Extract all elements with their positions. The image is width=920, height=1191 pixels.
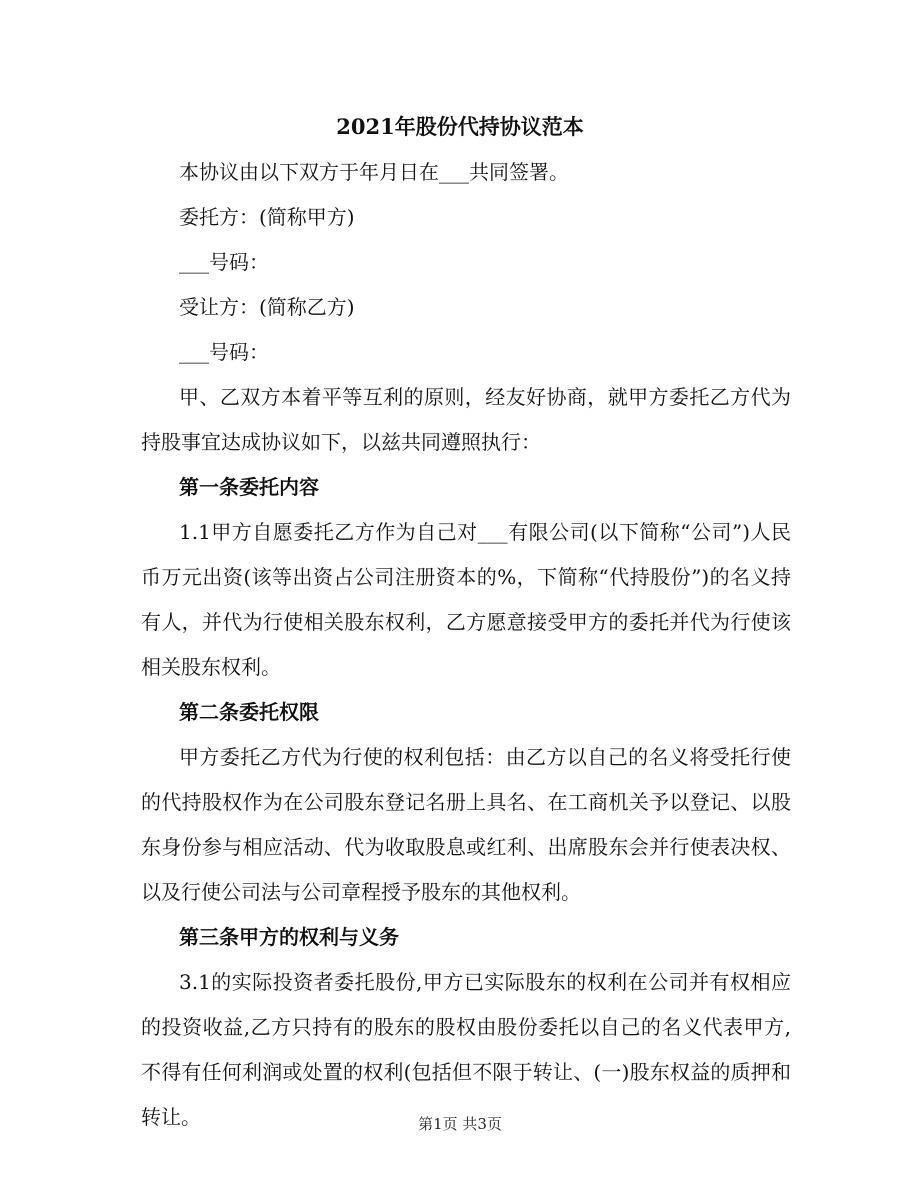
article-2-heading: 第二条委托权限	[179, 700, 319, 724]
intro-line: 本协议由以下双方于年月日在___共同签署。	[179, 160, 569, 184]
article-3-heading: 第三条甲方的权利与义务	[179, 925, 399, 949]
party-b-id-line: ___号码：	[179, 340, 269, 364]
document-body	[141, 150, 791, 1140]
article-1-heading: 第一条委托内容	[179, 475, 319, 499]
party-a-id-line: ___号码：	[179, 250, 269, 274]
document-title: 2021年股份代持协议范本	[336, 114, 584, 139]
page-number-footer: 第1页 共3页	[418, 1115, 502, 1133]
party-b-line: 受让方：(简称乙方)	[179, 295, 355, 319]
preamble-paragraph: 甲、乙双方本着平等互利的原则，经友好协商，就甲方委托乙方代为持股事宜达成协议如下，以兹共同遵照执行：	[141, 385, 791, 454]
party-a-line: 委托方：(简称甲方)	[179, 205, 355, 229]
article-1-paragraph: 1.1甲方自愿委托乙方作为自己对___有限公司(以下简称“公司”)人民币万元出资(该等出资占公司注册资本的%，下简称“代持股份”)的名义持有人，并代为行使相关股东权利，乙方愿意接受甲方的委托并代为行使该相关股东权利。	[141, 520, 791, 679]
article-2-paragraph: 甲方委托乙方代为行使的权利包括：由乙方以自己的名义将受托行使的代持股权作为在公司股东登记名册上具名、在工商机关予以登记、以股东身份参与相应活动、代为收取股息或红利、出席股东会并行使表决权、以及行使公司法与公司章程授予股东的其他权利。	[141, 745, 791, 904]
article-3-paragraph: 3.1的实际投资者委托股份,甲方已实际股东的权利在公司并有权相应的投资收益,乙方只持有的股东的股权由股份委托以自己的名义代表甲方,不得有任何利润或处置的权利(包括但不限于转让、(一)股东权益的质押和转让。	[141, 970, 791, 1129]
